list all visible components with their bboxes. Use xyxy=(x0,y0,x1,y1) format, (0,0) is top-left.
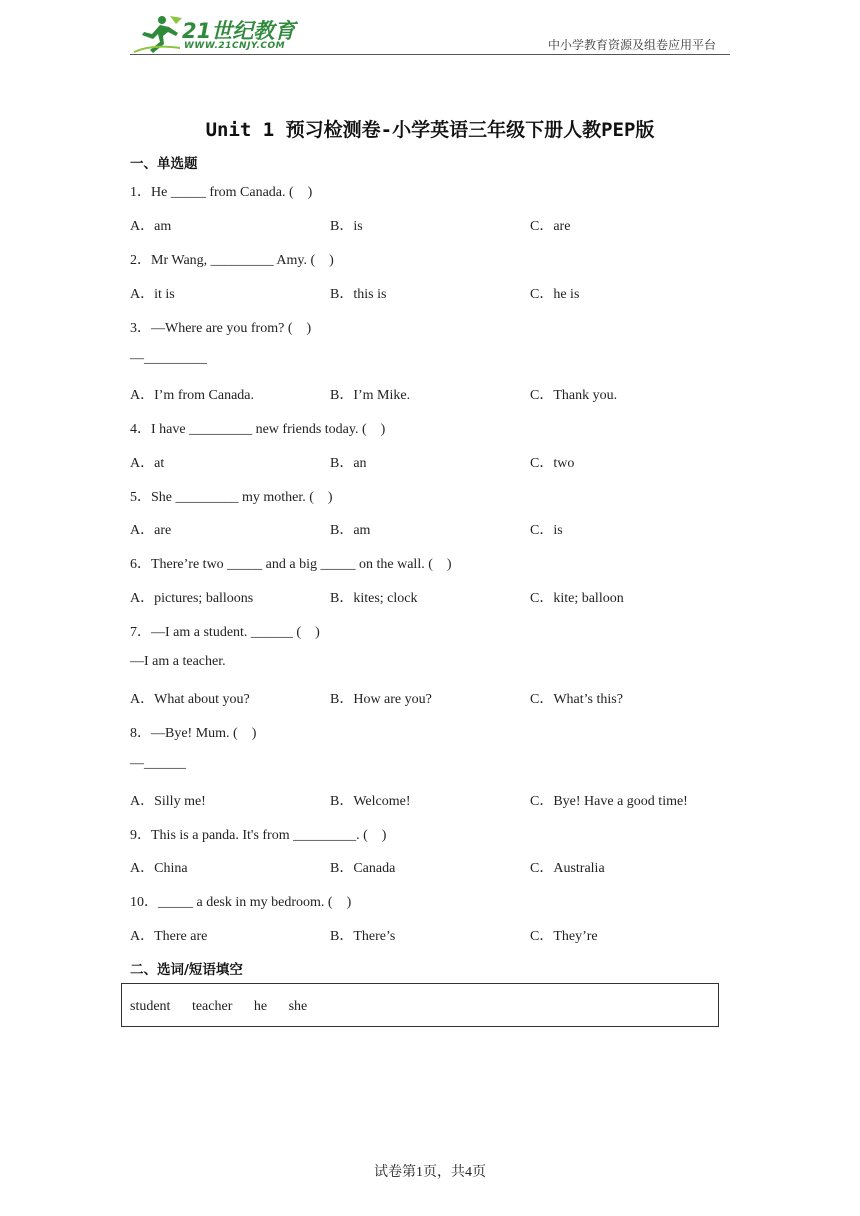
section-heading-word-fill: 二、选词/短语填空 xyxy=(130,962,243,978)
question-7-dialogue-line: —I am a teacher. xyxy=(130,654,226,669)
question-3-option-c[interactable]: C．Thank you. xyxy=(530,388,618,403)
question-1-option-a[interactable]: A．am xyxy=(130,219,172,234)
question-6-option-b[interactable]: B．kites; clock xyxy=(330,591,418,606)
logo-url: WWW.21CNJY.COM xyxy=(184,41,286,51)
page-title: Unit 1 预习检测卷-小学英语三年级下册人教PEP版 xyxy=(205,119,655,141)
question-5-stem: 5．She _________ my mother. ( ) xyxy=(130,490,333,505)
question-9-option-a[interactable]: A．China xyxy=(130,861,188,876)
question-3-option-a[interactable]: A．I’m from Canada. xyxy=(130,388,255,403)
question-9-option-c[interactable]: C．Australia xyxy=(530,861,605,876)
word-bank-item: student xyxy=(130,999,171,1014)
question-4-stem: 4．I have _________ new friends today. ( ) xyxy=(130,422,386,437)
question-8-option-b[interactable]: B．Welcome! xyxy=(330,794,411,809)
question-2-option-a[interactable]: A．it is xyxy=(130,287,175,302)
question-1-option-b[interactable]: B．is xyxy=(330,219,363,234)
question-8-answer-line: —______ xyxy=(130,756,186,771)
word-bank-item: he xyxy=(253,999,268,1014)
question-10-option-c[interactable]: C．They’re xyxy=(530,929,598,944)
word-bank xyxy=(130,999,325,1015)
runner-logo-icon xyxy=(132,14,184,54)
question-3-answer-line: —_________ xyxy=(130,351,207,366)
question-10-option-a[interactable]: A．There are xyxy=(130,929,208,944)
question-4-option-b[interactable]: B．an xyxy=(330,456,367,471)
question-5-option-b[interactable]: B．am xyxy=(330,523,371,538)
question-2-option-b[interactable]: B．this is xyxy=(330,287,387,302)
question-10-stem: 10．_____ a desk in my bedroom. ( ) xyxy=(130,895,352,910)
question-10-option-b[interactable]: B．There’s xyxy=(330,929,396,944)
question-9-stem: 9．This is a panda. It's from _________. ( ) xyxy=(130,828,387,843)
question-6-option-a[interactable]: A．pictures; balloons xyxy=(130,591,254,606)
word-bank-item: she xyxy=(288,999,308,1014)
question-1-option-c[interactable]: C．are xyxy=(530,219,571,234)
logo-text: 21世纪教育 xyxy=(182,19,296,43)
header-divider xyxy=(130,54,730,55)
question-2-stem: 2．Mr Wang, _________ Amy. ( ) xyxy=(130,253,334,268)
question-5-option-a[interactable]: A．are xyxy=(130,523,172,538)
page-footer: 试卷第1页，共4页 xyxy=(374,1165,486,1180)
question-6-stem: 6．There’re two _____ and a big _____ on the wall. ( ) xyxy=(130,557,452,572)
word-bank-item: teacher xyxy=(191,999,233,1014)
question-7-option-c[interactable]: C．What’s this? xyxy=(530,692,623,707)
question-4-option-c[interactable]: C．two xyxy=(530,456,575,471)
question-9-option-b[interactable]: B．Canada xyxy=(330,861,396,876)
section-heading-single-choice: 一、单选题 xyxy=(130,156,198,172)
question-8-option-c[interactable]: C．Bye! Have a good time! xyxy=(530,794,688,809)
site-tagline: 中小学教育资源及组卷应用平台 xyxy=(547,38,716,52)
question-3-option-b[interactable]: B．I’m Mike. xyxy=(330,388,411,403)
word-bank-box xyxy=(121,983,719,1027)
question-7-stem: 7．—I am a student. ______ ( ) xyxy=(130,625,320,640)
question-8-stem: 8．—Bye! Mum. ( ) xyxy=(130,726,257,741)
question-6-option-c[interactable]: C．kite; balloon xyxy=(530,591,624,606)
question-2-option-c[interactable]: C．he is xyxy=(530,287,580,302)
question-5-option-c[interactable]: C．is xyxy=(530,523,563,538)
question-8-option-a[interactable]: A．Silly me! xyxy=(130,794,206,809)
question-1-stem: 1．He _____ from Canada. ( ) xyxy=(130,185,313,200)
logo xyxy=(130,10,305,56)
page-header xyxy=(130,8,730,56)
question-7-option-b[interactable]: B．How are you? xyxy=(330,692,432,707)
question-3-stem: 3．—Where are you from? ( ) xyxy=(130,321,312,336)
question-4-option-a[interactable]: A．at xyxy=(130,456,165,471)
question-7-option-a[interactable]: A．What about you? xyxy=(130,692,250,707)
